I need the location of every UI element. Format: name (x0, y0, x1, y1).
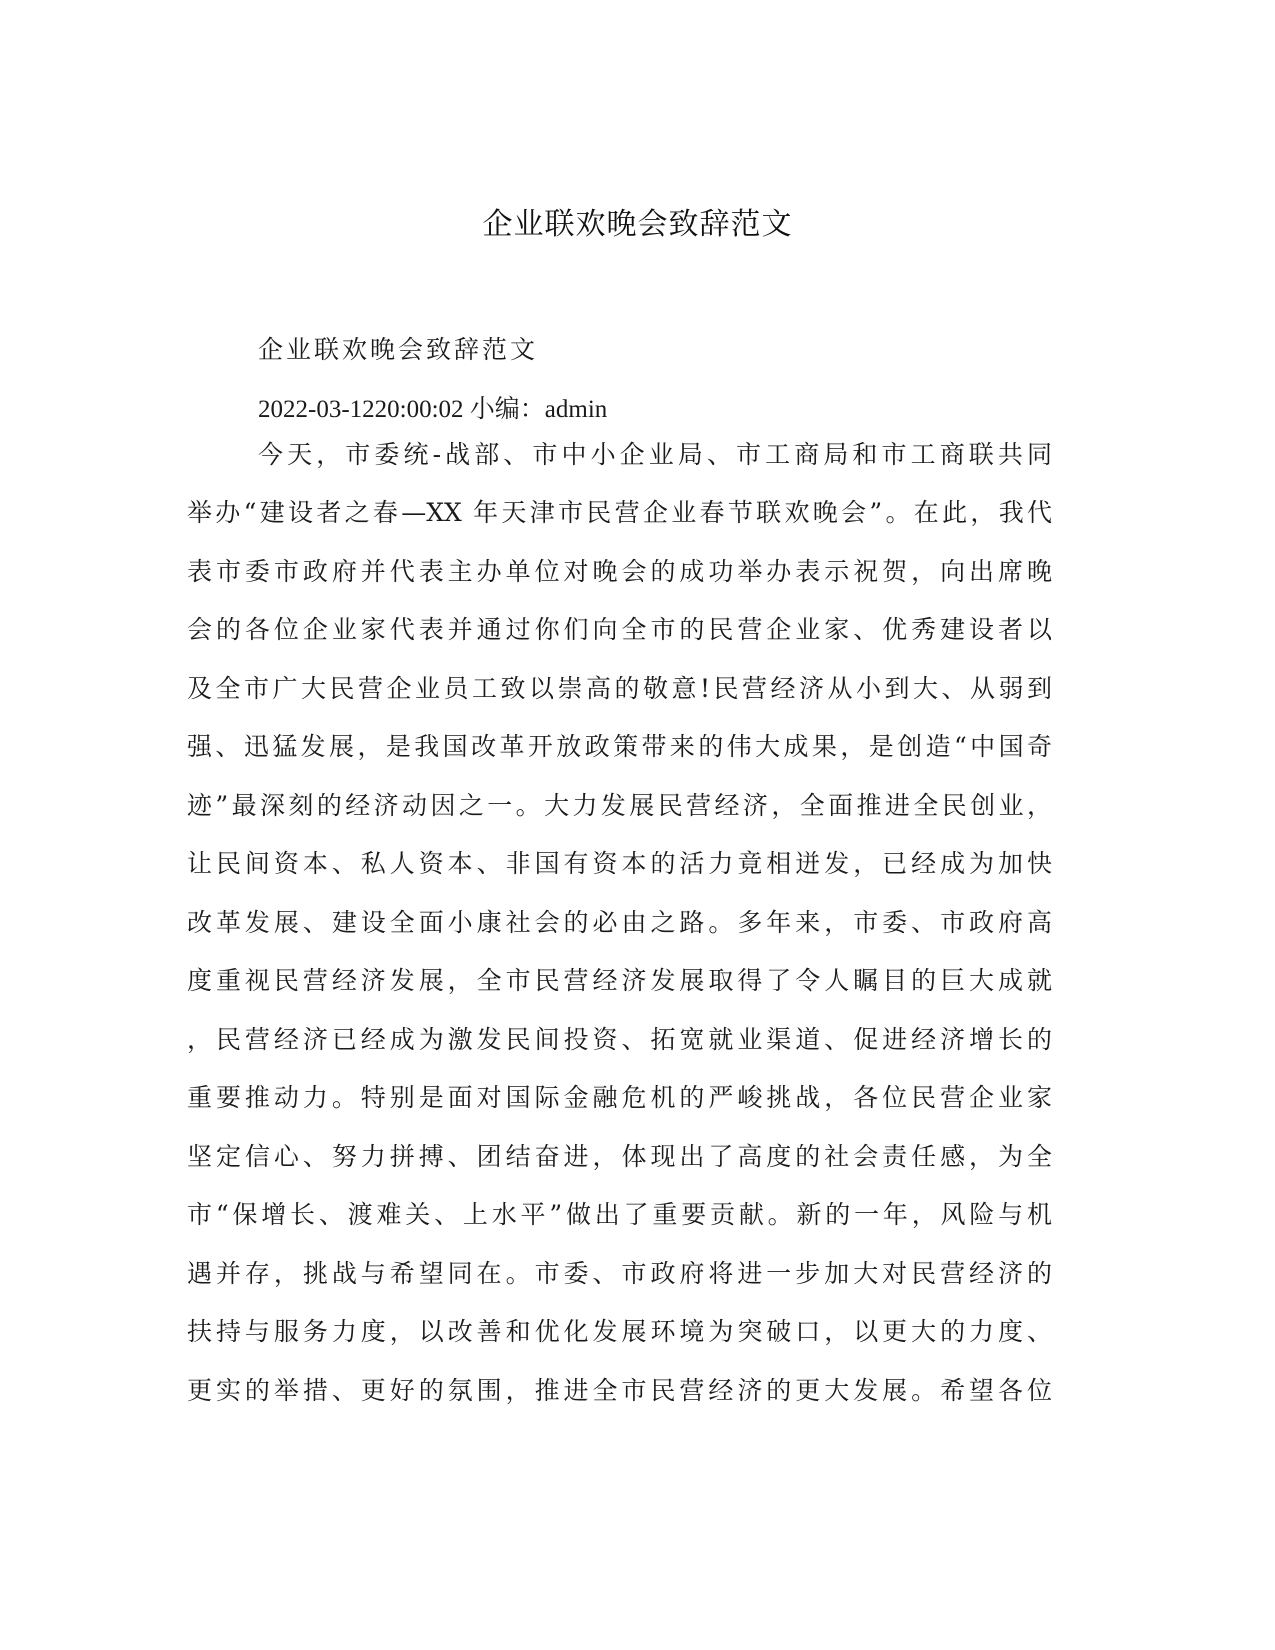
body-line: 坚定信心、努力拼搏、团结奋进，体现出了高度的社会责任感，为全 (187, 1142, 1052, 1171)
body-line: ，民营经济已经成为激发民间投资、拓宽就业渠道、促进经济增长的 (187, 1025, 1052, 1054)
body-line: 让民间资本、私人资本、非国有资本的活力竟相迸发，已经成为加快 (187, 849, 1052, 878)
article-subtitle: 企业联欢晚会致辞范文 (258, 335, 539, 364)
body-line: 重要推动力。特别是面对国际金融危机的严峻挑战，各位民营企业家 (187, 1083, 1052, 1112)
body-line: 表市委市政府并代表主办单位对晚会的成功举办表示祝贺，向出席晚 (187, 557, 1052, 586)
body-line: 举办“建设者之春—XX 年天津市民营企业春节联欢晚会”。在此，我代 (187, 498, 1052, 527)
body-line: 市“保增长、渡难关、上水平”做出了重要贡献。新的一年，风险与机 (187, 1200, 1052, 1229)
body-line: 度重视民营经济发展，全市民营经济发展取得了令人瞩目的巨大成就 (187, 966, 1052, 995)
body-line: 遇并存，挑战与希望同在。市委、市政府将进一步加大对民营经济的 (187, 1259, 1052, 1288)
body-line: 更实的举措、更好的氛围，推进全市民营经济的更大发展。希望各位 (187, 1376, 1052, 1405)
body-line: 及全市广大民营企业员工致以崇高的敬意!民营经济从小到大、从弱到 (187, 674, 1052, 703)
body-line: 迹”最深刻的经济动因之一。大力发展民营经济，全面推进全民创业， (187, 791, 1052, 820)
body-line: 今天，市委统-战部、市中小企业局、市工商局和市工商联共同 (258, 440, 1052, 469)
body-line: 改革发展、建设全面小康社会的必由之路。多年来，市委、市政府高 (187, 908, 1052, 937)
article-meta: 2022-03-1220:00:02 小编：admin (258, 396, 608, 423)
body-line: 强、迅猛发展，是我国改革开放政策带来的伟大成果，是创造“中国奇 (187, 732, 1052, 761)
document-title: 企业联欢晚会致辞范文 (482, 207, 793, 242)
body-line: 扶持与服务力度，以改善和优化发展环境为突破口，以更大的力度、 (187, 1317, 1052, 1346)
body-line: 会的各位企业家代表并通过你们向全市的民营企业家、优秀建设者以 (187, 615, 1052, 644)
